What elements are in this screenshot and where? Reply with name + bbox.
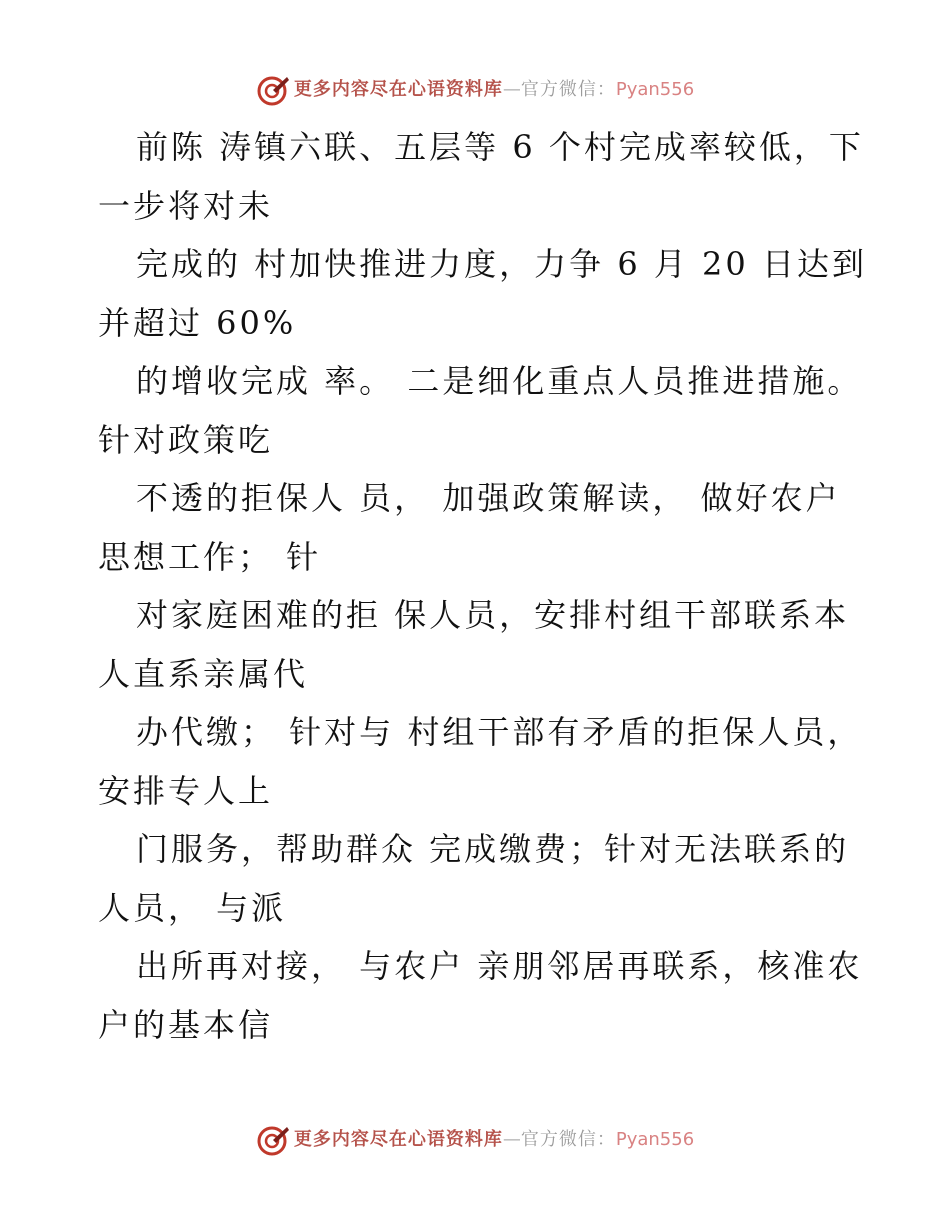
banner-brand-text: 更多内容尽在心语资料库 <box>293 79 503 100</box>
banner-colon: ： <box>596 79 616 100</box>
banner-dash: — <box>502 79 521 100</box>
body-line: 门服务，帮助群众 完成缴费；针对无法联系的 <box>136 830 850 868</box>
body-line: 安排专人上 <box>98 771 274 810</box>
footer-watermark-banner <box>0 1120 950 1160</box>
body-line: 出所再对接， 与农户 亲朋邻居再联系，核准农 <box>136 947 863 985</box>
banner-official-label: 官方微信 <box>520 1129 597 1150</box>
banner-wechat-id: Pyan556 <box>615 1129 695 1150</box>
body-line: 人直系亲属代 <box>98 654 309 693</box>
body-line: 人员， 与派 <box>98 888 287 927</box>
banner-wechat-id: Pyan556 <box>615 79 695 100</box>
body-line: 针对政策吃 <box>98 420 274 459</box>
banner-official-label: 官方微信 <box>520 79 597 100</box>
body-line: 办代缴； 针对与 村组干部有矛盾的拒保人员， <box>136 713 863 751</box>
body-line: 不透的拒保人 员， 加强政策解读， 做好农户 <box>136 479 841 517</box>
body-line: 前陈 涛镇六联、五层等 6 个村完成率较低，下 <box>136 128 864 166</box>
body-line: 完成的 村加快推进力度，力争 6 月 20 日达到 <box>136 245 867 283</box>
banner-brand-text: 更多内容尽在心语资料库 <box>293 1129 503 1150</box>
body-line: 并超过 60% <box>98 303 297 342</box>
body-line: 一步将对未 <box>98 186 274 225</box>
banner-dash: — <box>502 1129 521 1150</box>
red-swirl-pen-logo-icon <box>256 73 290 107</box>
banner-colon: ： <box>596 1129 616 1150</box>
body-line: 户的基本信 <box>98 1005 274 1044</box>
document-body <box>98 118 878 1054</box>
header-watermark-banner <box>0 70 950 110</box>
body-line: 的增收完成 率。 二是细化重点人员推进措施。 <box>136 362 863 400</box>
body-line: 思想工作； 针 <box>98 537 322 576</box>
red-swirl-pen-logo-icon <box>256 1123 290 1157</box>
body-line: 对家庭困难的拒 保人员，安排村组干部联系本 <box>136 596 850 634</box>
